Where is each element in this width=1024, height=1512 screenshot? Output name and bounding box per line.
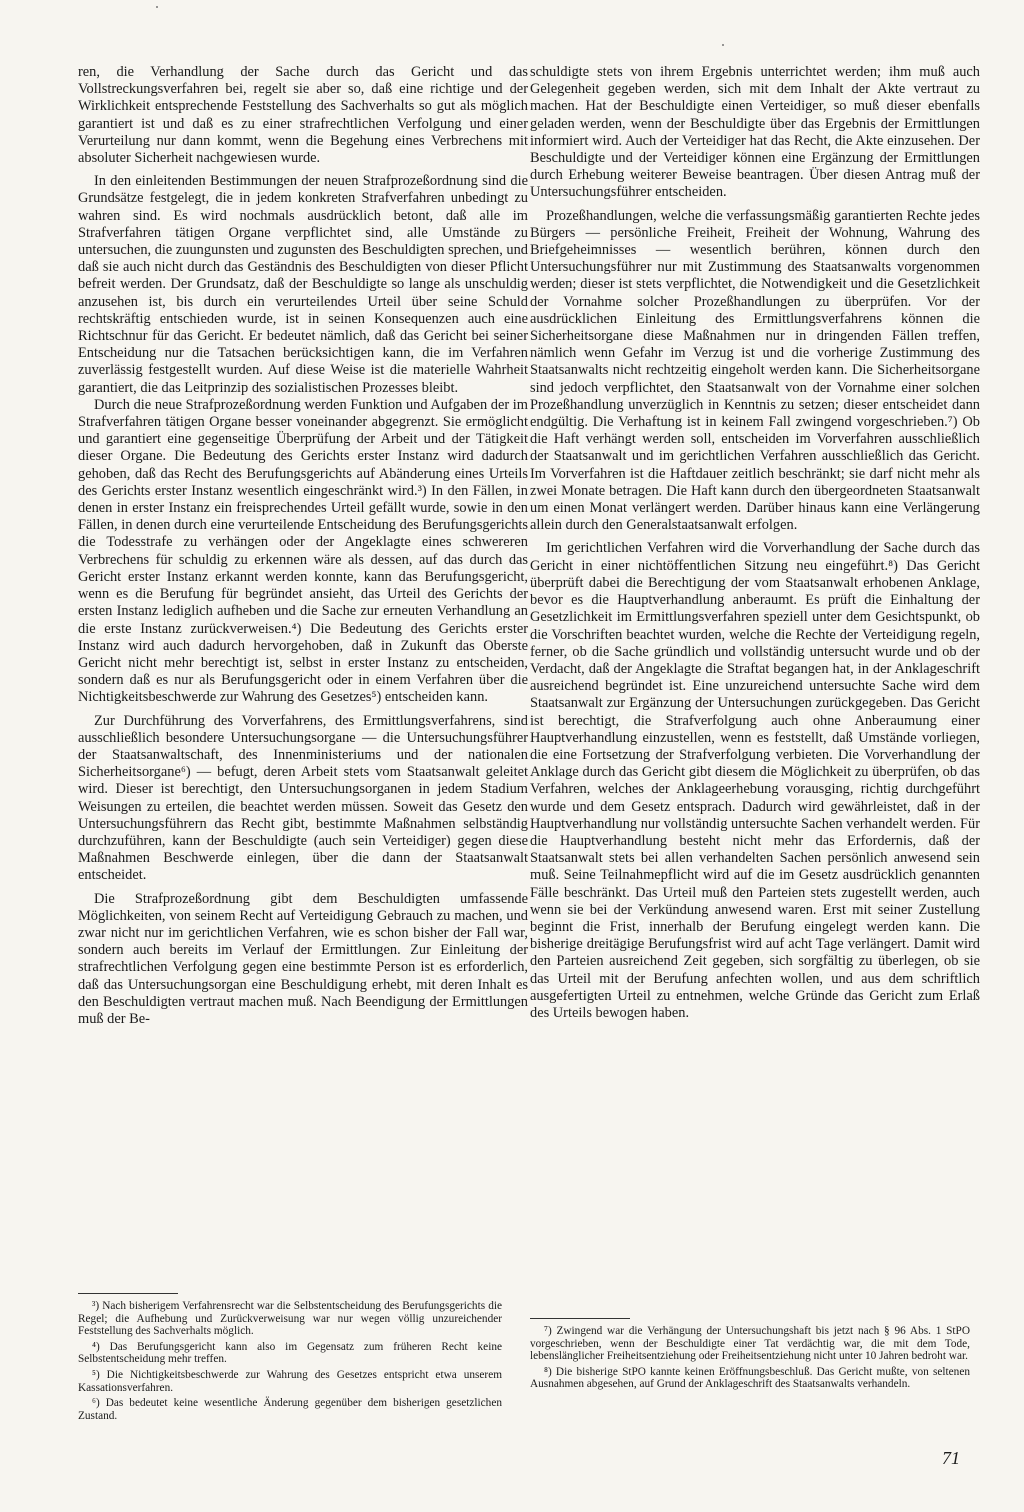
footnote: ⁷) Zwingend war die Verhängung der Untersuchungshaft bis jetzt nach § 96 Abs. 1 StPO vorgeschrieben, wenn der Beschuldigte einer Tat verdächtig war, die mit dem Tode, lebenslänglicher Freiheitsentziehung oder Freiheitsentziehung nicht unter 10 Jahren bedroht war.: [530, 1325, 970, 1363]
body-paragraph: Die Strafprozeßordnung gibt dem Beschuldigten umfassende Möglichkeiten, von seinem Recht auf Verteidigung Gebrauch zu machen, und zwar nicht nur im gerichtlichen Verfahren, wie es schon bisher der Fall war, sondern auch bereits im Verlauf der Ermittlungen. Zur Einleitung der strafrechtlichen Verfolgung gegen eine bestimmte Person ist es erforderlich, daß das Untersuchungsorgan eine Beschuldigung erhebt, mit deren Inhalt es den Beschuldigten vertraut machen muß. Nach Beendigung der Ermittlungen muß der Be-: [78, 890, 528, 1027]
page-number: 71: [942, 1448, 960, 1468]
footnote: ⁴) Das Berufungsgericht kann also im Gegensatz zum früheren Recht keine Selbstentscheidung mehr treffen.: [78, 1340, 502, 1366]
footnote: ⁶) Das bedeutet keine wesentliche Änderung gegenüber dem bisherigen gesetzlichen Zustand.: [78, 1397, 502, 1422]
body-paragraph: Zur Durchführung des Vorverfahrens, des Ermittlungsverfahrens, sind ausschließlich besondere Untersuchungsorgane — die Untersuchungsführer der Staatsanwaltschaft, des Innenministeriums und der nationalen Sicherheitsorgane⁶) — befugt, deren Arbeit stets vom Staatsanwalt geleitet wird. Dieser ist berechtigt, den Untersuchungsorganen in jedem Stadium Weisungen zu erteilen, die beachtet werden müssen. Soweit das Gesetz den Untersuchungsführern das Recht gibt, bestimmte Maßnahmen selbständig durchzuführen, kann der Beschuldigte (auch sein Verteidiger) gegen diese Maßnahmen Beschwerde einlegen, über die dann der Staatsanwalt entscheidet.: [78, 712, 528, 884]
left-footnotes: [78, 1300, 502, 1425]
body-paragraph: schuldigte stets von ihrem Ergebnis unterrichtet werden; ihm muß auch Gelegenheit gegeben werden, sich mit dem Inhalt der Akte vertraut zu machen. Hat der Beschuldigte einen Verteidiger, so muß dieser ebenfalls geladen werden, wenn der Beschuldigte über das Ergebnis der Ermittlungen informiert wird. Auch der Verteidiger hat das Recht, die Akte einzusehen. Der Beschuldigte und der Verteidiger können eine Ergänzung der Ermittlungen durch Erhebung weiterer Beweise beantragen. Über diesen Antrag muß der Untersuchungsführer entscheiden.: [530, 64, 980, 201]
footnote: ⁵) Die Nichtigkeitsbeschwerde zur Wahrung des Gesetzes entspricht etwa unserem Kassationsverfahren.: [78, 1368, 502, 1394]
footnote-rule: [530, 1318, 630, 1319]
scan-speck: [722, 44, 724, 46]
body-paragraph: Prozeßhandlungen, welche die verfassungsmäßig garantierten Rechte jedes Bürgers — persönliche Freiheit, Freiheit der Wohnung, Wahrung des Briefgeheimnisses — wesentlich berühren, können durch den Untersuchungsführer nur mit Zustimmung des Staatsanwalts vorgenommen werden; dieser ist stets verpflichtet, die Notwendigkeit und die Gesetzlichkeit der Vornahme solcher Prozeßhandlungen zu überprüfen. Vor der ausdrücklichen Einleitung des Ermittlungsverfahrens können die Sicherheitsorgane diese Maßnahmen nur in dringenden Fällen treffen, nämlich wenn Gefahr im Verzug ist und die vorherige Zustimmung des Staatsanwalts nicht rechtzeitig eingeholt werden kann. Die Sicherheitsorgane sind jedoch verpflichtet, den Staatsanwalt von der Vornahme einer solchen Prozeßhandlung unverzüglich in Kenntnis zu setzen; dieser entscheidet dann endgültig. Die Verhaftung ist in keinem Fall zwingend vorgeschrieben.⁷) Ob die Haft verhängt werden soll, entscheiden im Vorverfahren ausschließlich der Staatsanwalt und im gerichtlichen Verfahren ausschließlich das Gericht. Im Vorverfahren ist die Haftdauer zeitlich beschränkt; sie darf nicht mehr als zwei Monate betragen. Die Haft kann durch den übergeordneten Staatsanwalt um einen Monat verlängert werden. Darüber hinaus kann eine Verlängerung allein durch den Generalstaatsanwalt erfolgen.: [530, 207, 980, 534]
footnote: ³) Nach bisherigem Verfahrensrecht war die Selbstentscheidung des Berufungsgerichts die Regel; die Aufhebung und Zurückverweisung war nur wegen völlig unzureichender Feststellung des Sachverhalts möglich.: [78, 1300, 502, 1338]
body-paragraph: Im gerichtlichen Verfahren wird die Vorverhandlung der Sache durch das Gericht in einer nichtöffentlichen Sitzung neu eingeführt.⁸) Das Gericht überprüft dabei die Berechtigung der vom Staatsanwalt erhobenen Anklage, bevor es die Hauptverhandlung anberaumt. Es prüft die Einhaltung der Gesetzlichkeit im Ermittlungsverfahren speziell unter dem Gesichtspunkt, ob die Vorschriften beachtet wurden, welche die Rechte der Verteidigung regeln, ferner, ob die Sache gründlich und vollständig untersucht wurde und ob der Verdacht, daß der Angeklagte die Straftat begangen hat, in der Anklageschrift ausreichend begründet ist. Eine unzureichend untersuchte Sache wird dem Staatsanwalt zur Ergänzung der Untersuchungen zurückgegeben. Das Gericht ist berechtigt, die Strafverfolgung auch ohne Anberaumung einer Hauptverhandlung einzustellen, wenn es feststellt, daß Umstände vorliegen, die eine Fortsetzung der Strafverfolgung verbieten. Die Vorverhandlung der Anklage durch das Gericht gibt diesem die Möglichkeit zu überprüfen, ob das Verfahren, welches der Anklageerhebung vorausging, richtig durchgeführt wurde und dem Gesetz entsprach. Dadurch wird gewährleistet, daß in der Hauptverhandlung nur vollständig untersuchte Sachen verhandelt werden. Für die Hauptverhandlung besteht nicht mehr das Erfordernis, daß der Staatsanwalt stets bei allen verhandelten Sachen persönlich anwesend sein muß. Seine Teilnahmepflicht wird auf die im Gesetz ausdrücklich genannten Fälle beschränkt. Das Urteil muß den Parteien stets zugestellt werden, auch wenn sie bei der Verkündung anwesend waren. Erst mit seiner Zustellung beginnt die Frist, innerhalb der Berufung eingelegt werden kann. Die bisherige dreitägige Berufungsfrist wird auf acht Tage verlängert. Damit wird den Parteien ausreichend Zeit gegeben, sich sorgfältig zu überlegen, ob sie das Urteil mit der Berufung anfechten wollen, und aus dem schriftlich ausgefertigten Urteil zu entnehmen, welche Gründe das Gericht zum Erlaß des Urteils bewogen haben.: [530, 540, 980, 1021]
left-column: [78, 64, 528, 1028]
right-column: [530, 64, 980, 1022]
body-paragraph: In den einleitenden Bestimmungen der neuen Strafprozeßordnung sind die Grundsätze festgelegt, die in jedem konkreten Strafverfahren unbedingt zu wahren sind. Es wird nochmals ausdrücklich betont, daß alle im Strafverfahren tätigen Organe verpflichtet sind, alle Umstände zu untersuchen, die zuungunsten und zugunsten des Beschuldigten sprechen, und daß sie auch nicht durch das Geständnis des Beschuldigten von dieser Pflicht befreit werden. Der Grundsatz, daß der Beschuldigte so lange als unschuldig anzusehen ist, bis durch ein verurteilendes Urteil über seine Schuld rechtskräftig entschieden wurde, ist in seinen Konsequenzen auch eine Richtschnur für das Gericht. Er bedeutet nämlich, daß das Gericht bei seiner Entscheidung nur die Tatsachen berücksichtigen kann, die im Verfahren zuverlässig festgestellt wurden. Auf diese Weise ist die materielle Wahrheit garantiert, die das Leitprinzip des sozialistischen Prozesses bleibt.: [78, 173, 529, 396]
body-paragraph: Durch die neue Strafprozeßordnung werden Funktion und Aufgaben der im Strafverfahren tätigen Organe besser voneinander abgegrenzt. Sie ermöglicht und garantiert eine gegenseitige Überprüfung der Arbeit und der Tätigkeit dieser Organe. Die Bedeutung des Gerichts erster Instanz wird dadurch gehoben, daß das Recht des Berufungsgerichts auf Abänderung eines Urteils des Gerichts erster Instanz wesentlich eingeschränkt wird.³) In den Fällen, in denen in erster Instanz ein freisprechendes Urteil gefällt wurde, sowie in den Fällen, in denen durch eine verurteilende Entscheidung des Berufungsgerichts die Todesstrafe zu verhängen oder der Angeklagte eines schwereren Verbrechens für schuldig zu erkennen wäre als dessen, auf das durch das Gericht erster Instanz erkannt werden konnte, kann das Berufungsgericht, wenn es die Berufung für begründet ansieht, das Urteil des Gerichts der ersten Instanz lediglich aufheben und die Sache zur erneuten Verhandlung an die erste Instanz zurückverweisen.⁴) Die Bedeutung des Gerichts erster Instanz wird auch dadurch hervorgehoben, daß in Zukunft das Oberste Gericht nicht mehr berechtigt ist, selbst in erster Instanz zu entscheiden, sondern daß es nur als Berufungsgericht oder in einem Verfahren über die Nichtigkeitsbeschwerde zur Wahrung des Gesetzes⁵) entscheiden kann.: [78, 396, 528, 706]
right-footnotes: [530, 1325, 970, 1394]
footnote: ⁸) Die bisherige StPO kannte keinen Eröffnungsbeschluß. Das Gericht mußte, von seltenen Ausnahmen abgesehen, auf Grund der Anklageschrift des Staatsanwalts verhandeln.: [530, 1365, 970, 1391]
body-paragraph: ren, die Verhandlung der Sache durch das Gericht und das Vollstreckungsverfahren bei, regelt sie aber so, daß eine richtige und der Wirklichkeit entsprechende Feststellung des Sachverhalts so gut als möglich garantiert ist und daß es zu einer strafrechtlichen Verfolgung und einer Verurteilung nur dann kommt, wenn die Begehung eines Verbrechens mit absoluter Sicherheit nachgewiesen wurde.: [78, 64, 528, 167]
scan-speck: [156, 6, 158, 8]
footnote-rule: [78, 1293, 178, 1294]
